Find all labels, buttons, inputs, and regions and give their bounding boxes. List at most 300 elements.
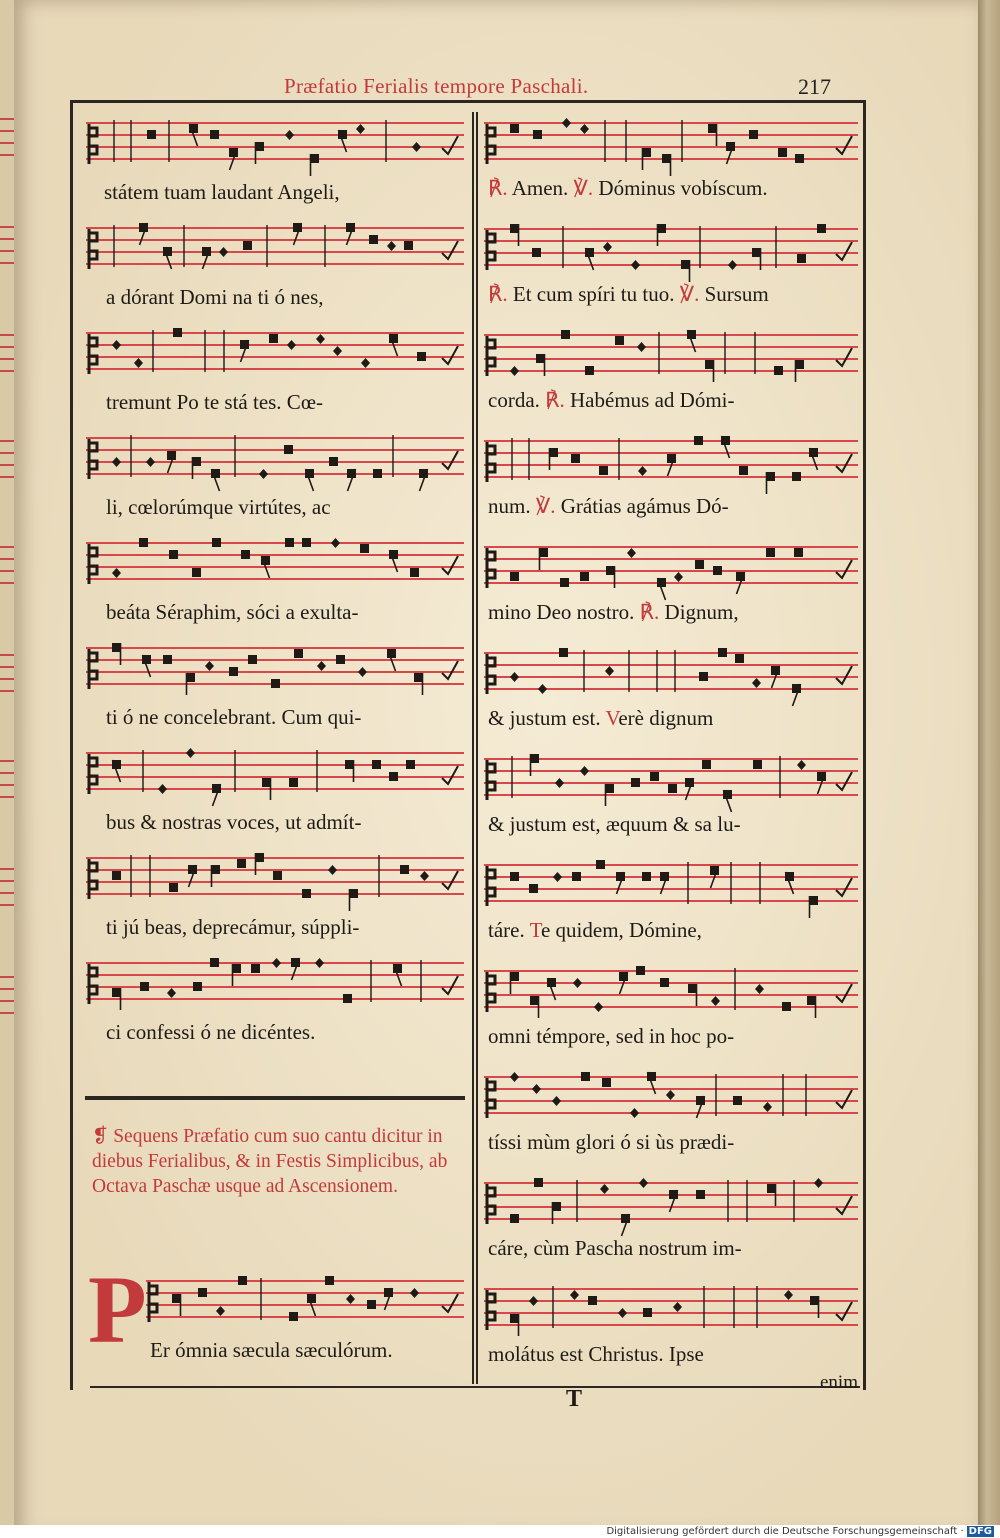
left-staff-7	[86, 748, 464, 798]
left-lyric-line: ti jú beas, deprecámur, súppli-	[106, 915, 360, 939]
c-clef-icon	[89, 649, 97, 689]
c-clef-icon	[487, 336, 495, 376]
square-note	[552, 1202, 561, 1211]
square-note	[248, 655, 257, 664]
square-note	[642, 148, 651, 157]
diamond-note	[562, 118, 571, 128]
square-note	[285, 538, 294, 547]
facing-page-staff-stub	[0, 582, 14, 584]
left-staff-5	[86, 538, 464, 588]
diamond-note	[285, 130, 294, 140]
square-note	[229, 667, 238, 676]
diamond-note	[361, 358, 370, 368]
lyric-segment: táre.	[488, 918, 530, 942]
square-note	[255, 142, 264, 151]
square-note	[713, 566, 722, 575]
facing-page-staff-stub	[0, 1000, 14, 1002]
square-note	[681, 260, 690, 269]
right-lyric-line	[488, 1342, 704, 1367]
neume-notation	[484, 1072, 858, 1132]
right-staff-6	[484, 648, 858, 698]
diamond-note	[333, 346, 342, 356]
square-note	[810, 1296, 819, 1305]
right-lyric-line	[488, 1024, 734, 1049]
square-note	[238, 1276, 247, 1285]
square-note	[255, 853, 264, 862]
diamond-note	[603, 242, 612, 252]
right-staff-3	[484, 330, 858, 380]
square-note	[532, 248, 541, 257]
left-lyric-line: ti ó ne concelebrant. Cum qui-	[106, 705, 362, 729]
right-staff-7	[484, 754, 858, 804]
custos-icon	[836, 1090, 852, 1108]
diamond-note	[570, 1290, 579, 1300]
right-lyric-line	[488, 388, 734, 413]
square-note	[688, 984, 697, 993]
c-clef-icon	[487, 124, 495, 164]
custos-icon	[836, 348, 852, 366]
facing-page-staff-stub	[0, 476, 14, 478]
neume-notation	[86, 118, 464, 178]
lyric-segment: num.	[488, 494, 536, 518]
square-note	[112, 988, 121, 997]
square-note	[192, 568, 201, 577]
diamond-note	[420, 871, 429, 881]
custos-icon	[836, 560, 852, 578]
diamond-note	[630, 1108, 639, 1118]
square-note	[530, 996, 539, 1005]
diamond-note	[627, 548, 636, 558]
c-clef-icon	[89, 964, 97, 1004]
right-lyric-line	[488, 282, 769, 307]
square-note	[529, 884, 538, 893]
square-note	[237, 859, 246, 868]
square-note	[695, 560, 704, 569]
square-note	[210, 130, 219, 139]
right-staff-8	[484, 860, 858, 910]
square-note	[534, 1178, 543, 1187]
neume-notation	[484, 1284, 858, 1344]
square-note	[794, 548, 803, 557]
square-note	[662, 154, 671, 163]
facing-page-staff-stub	[0, 346, 14, 348]
square-note	[807, 996, 816, 1005]
facing-page-staff-stub	[0, 226, 14, 228]
diamond-note	[356, 124, 365, 134]
square-note	[774, 366, 783, 375]
neume-notation	[86, 328, 464, 388]
section-separator-rule	[85, 1096, 465, 1100]
rubric-mark: ℣.	[573, 176, 594, 200]
square-note	[406, 760, 415, 769]
right-staff-4	[484, 436, 858, 486]
diamond-note	[205, 661, 214, 671]
c-clef-icon	[89, 229, 97, 269]
square-note	[329, 457, 338, 466]
custos-icon	[442, 871, 458, 889]
square-note	[643, 1308, 652, 1317]
neume-notation	[484, 330, 858, 390]
square-note	[169, 550, 178, 559]
square-note	[606, 566, 615, 575]
square-note	[536, 354, 545, 363]
square-note	[192, 457, 201, 466]
square-note	[585, 366, 594, 375]
rubric-mark: ℟.	[545, 388, 565, 412]
drop-cap: P	[88, 1256, 147, 1363]
diamond-note	[666, 1090, 675, 1100]
square-note	[289, 1312, 298, 1321]
left-staff-1	[86, 118, 464, 168]
facing-page-staff-stub	[0, 988, 14, 990]
square-note	[657, 224, 666, 233]
right-staff-5	[484, 542, 858, 592]
c-clef-icon	[487, 548, 495, 588]
square-note	[510, 1214, 519, 1223]
c-clef-icon	[487, 1078, 495, 1118]
rubric-mark: T	[529, 918, 541, 942]
lyric-segment: e quidem, Dómine,	[540, 918, 702, 942]
square-note	[269, 334, 278, 343]
c-clef-icon	[487, 442, 495, 482]
square-note	[112, 871, 121, 880]
neume-notation	[484, 860, 858, 920]
square-note	[650, 772, 659, 781]
neume-notation	[484, 966, 858, 1026]
square-note	[530, 754, 539, 763]
lyric-segment: corda.	[488, 388, 546, 412]
frame-right-rule	[863, 100, 866, 1390]
square-note	[404, 241, 413, 250]
rubric-mark: ℟.	[488, 176, 512, 200]
square-note	[417, 352, 426, 361]
right-lyric-line	[488, 918, 702, 943]
left-lyric-line: ci confessi ó ne dicéntes.	[106, 1020, 316, 1044]
diamond-note	[784, 1290, 793, 1300]
catchword: enim	[820, 1372, 858, 1393]
diamond-note	[510, 672, 519, 682]
custos-icon	[836, 136, 852, 154]
right-lyric-line	[488, 812, 741, 837]
neume-notation	[86, 223, 464, 283]
square-note	[766, 548, 775, 557]
square-note	[510, 972, 519, 981]
diamond-note	[216, 1306, 225, 1316]
lyric-segment: molátus est Christus. Ipse	[488, 1342, 704, 1366]
left-lyric-line: bus & nostras voces, ut admít-	[106, 810, 362, 834]
diamond-note	[315, 958, 324, 968]
square-note	[809, 896, 818, 905]
square-note	[251, 964, 260, 973]
facing-page-staff-stub	[0, 130, 14, 132]
rubric-mark: V	[605, 706, 619, 730]
square-note	[696, 1190, 705, 1199]
right-staff-2	[484, 224, 858, 274]
diamond-note	[580, 766, 589, 776]
rubric-mark: ℟.	[639, 600, 660, 624]
square-note	[767, 1184, 776, 1193]
diamond-note	[259, 469, 268, 479]
custos-icon	[442, 976, 458, 994]
facing-page-staff-stub	[0, 262, 14, 264]
lyric-segment: Dóminus vobíscum.	[593, 176, 768, 200]
diamond-note	[532, 1084, 541, 1094]
digitization-credit	[606, 1526, 994, 1537]
rubric-mark: ℣.	[535, 494, 556, 518]
lyric-segment: tíssi mùm glori ó si ùs prædi-	[488, 1130, 735, 1154]
square-note	[699, 672, 708, 681]
square-note	[718, 648, 727, 657]
diamond-note	[600, 1184, 609, 1194]
c-clef-icon	[89, 754, 97, 794]
square-note	[302, 538, 311, 547]
diamond-note	[510, 1072, 519, 1082]
c-clef-icon	[487, 866, 495, 906]
square-note	[262, 778, 271, 787]
custos-icon	[836, 772, 852, 790]
square-note	[273, 871, 282, 880]
diamond-note	[538, 684, 547, 694]
left-lyric-line: li, cœlorúmque virtútes, ac	[106, 495, 331, 519]
facing-page-staff-stub	[0, 154, 14, 156]
square-note	[739, 466, 748, 475]
custos-icon	[836, 666, 852, 684]
diamond-note	[529, 1296, 538, 1306]
header-title: Præfatio Ferialis tempore Paschali.	[284, 74, 589, 98]
facing-page-staff-stub	[0, 892, 14, 894]
neume-notation	[484, 648, 858, 708]
square-note	[389, 772, 398, 781]
square-note	[778, 148, 787, 157]
left-staff-8	[86, 853, 464, 903]
diamond-note	[711, 996, 720, 1006]
neume-notation	[86, 748, 464, 808]
square-note	[349, 889, 358, 898]
right-lyric-line	[488, 600, 739, 625]
square-note	[372, 760, 381, 769]
square-note	[510, 1314, 519, 1323]
square-note	[241, 550, 250, 559]
c-clef-icon	[149, 1282, 157, 1322]
square-note	[336, 655, 345, 664]
custos-icon	[442, 766, 458, 784]
square-note	[211, 865, 220, 874]
square-note	[169, 883, 178, 892]
square-note	[173, 328, 182, 337]
custos-icon	[836, 1196, 852, 1214]
facing-page-staff-stub	[0, 570, 14, 572]
lyric-segment: cáre, cùm Pascha nostrum im-	[488, 1236, 742, 1260]
facing-page-staff-stub	[0, 464, 14, 466]
diamond-note	[146, 457, 155, 467]
neume-notation	[484, 542, 858, 602]
square-note	[343, 994, 352, 1003]
neume-notation	[146, 1276, 464, 1336]
square-note	[795, 360, 804, 369]
lyric-segment: Et cum spíri tu tuo.	[507, 282, 680, 306]
facing-page-staff-stub	[0, 868, 14, 870]
neume-notation	[484, 1178, 858, 1238]
square-note	[817, 224, 826, 233]
left-staff-10	[146, 1276, 464, 1326]
square-note	[510, 872, 519, 881]
custos-icon	[836, 1302, 852, 1320]
square-note	[289, 778, 298, 787]
square-note	[212, 538, 221, 547]
square-note	[705, 360, 714, 369]
diamond-note	[112, 568, 121, 578]
square-note	[636, 966, 645, 975]
diamond-note	[594, 1002, 603, 1012]
diamond-note	[112, 457, 121, 467]
diamond-note	[331, 538, 340, 548]
diamond-note	[412, 142, 421, 152]
square-note	[782, 1002, 791, 1011]
lyric-segment: Habémus ad Dómi-	[564, 388, 735, 412]
custos-icon	[442, 1294, 458, 1312]
square-note	[294, 649, 303, 658]
facing-page-staff-stub	[0, 250, 14, 252]
diamond-note	[272, 958, 281, 968]
facing-page-staff-stub	[0, 558, 14, 560]
facing-page-staff-stub	[0, 440, 14, 442]
c-clef-icon	[89, 544, 97, 584]
square-note	[163, 655, 172, 664]
facing-page-staff-stub	[0, 334, 14, 336]
facing-page-staff-stub	[0, 118, 14, 120]
facing-page-staff-stub	[0, 880, 14, 882]
diamond-note	[387, 241, 396, 251]
lyric-segment: omni témpore, sed in hoc po-	[488, 1024, 735, 1048]
square-note	[559, 648, 568, 657]
square-note	[310, 154, 319, 163]
square-note	[210, 958, 219, 967]
diamond-note	[317, 661, 326, 671]
lyric-segment: Dignum,	[659, 600, 739, 624]
square-note	[599, 466, 608, 475]
square-note	[172, 1294, 181, 1303]
facing-page-staff-stub	[0, 238, 14, 240]
neume-notation	[86, 643, 464, 703]
square-note	[414, 673, 423, 682]
square-note	[749, 130, 758, 139]
facing-page-staff-stub	[0, 452, 14, 454]
neume-notation	[86, 853, 464, 913]
square-note	[325, 1276, 334, 1285]
c-clef-icon	[487, 1290, 495, 1330]
diamond-note	[186, 748, 195, 758]
diamond-note	[158, 784, 167, 794]
neume-notation	[86, 958, 464, 1018]
left-lyric-line: tremunt Po te stá tes. Cœ-	[106, 390, 323, 414]
custos-icon	[442, 556, 458, 574]
square-note	[708, 124, 717, 133]
right-staff-1	[484, 118, 858, 168]
square-note	[660, 978, 669, 987]
page-fore-edge	[978, 0, 1000, 1538]
frame-top-rule	[70, 100, 866, 103]
square-note	[302, 889, 311, 898]
frame-left-rule	[70, 100, 73, 1390]
square-note	[588, 1296, 597, 1305]
square-note	[561, 330, 570, 339]
c-clef-icon	[89, 859, 97, 899]
c-clef-icon	[487, 230, 495, 270]
square-note	[596, 860, 605, 869]
diamond-note	[410, 1288, 419, 1298]
right-staff-12	[484, 1284, 858, 1334]
square-note	[139, 538, 148, 547]
diamond-note	[555, 778, 564, 788]
facing-page-staff-stub	[0, 760, 14, 762]
left-lyric-line: státem tuam laudant Angeli,	[104, 180, 340, 204]
diamond-note	[112, 340, 121, 350]
custos-icon	[442, 241, 458, 259]
neume-notation	[484, 754, 858, 814]
square-note	[733, 1096, 742, 1105]
right-staff-11	[484, 1178, 858, 1228]
diamond-note	[510, 366, 519, 376]
custos-icon	[836, 878, 852, 896]
facing-page-staff-stub	[0, 904, 14, 906]
diamond-note	[552, 1096, 561, 1106]
custos-icon	[442, 346, 458, 364]
diamond-note	[674, 572, 683, 582]
diamond-note	[553, 872, 562, 882]
diamond-note	[631, 260, 640, 270]
c-clef-icon	[89, 334, 97, 374]
diamond-note	[134, 358, 143, 368]
square-note	[602, 1078, 611, 1087]
diamond-note	[219, 247, 228, 257]
left-lyric-line: a dórant Domi na ti ó nes,	[106, 285, 324, 309]
c-clef-icon	[487, 654, 495, 694]
lyric-segment: & justum est, æquum & sa lu-	[488, 812, 741, 836]
diamond-note	[316, 334, 325, 344]
square-note	[795, 154, 804, 163]
signature-mark: T	[566, 1386, 583, 1412]
square-note	[510, 572, 519, 581]
neume-notation	[86, 433, 464, 493]
right-staff-10	[484, 1072, 858, 1122]
page-number: 217	[798, 74, 831, 99]
square-note	[642, 872, 651, 881]
square-note	[797, 254, 806, 263]
diamond-note	[638, 466, 647, 476]
square-note	[560, 578, 569, 587]
facing-page-staff-stub	[0, 358, 14, 360]
square-note	[232, 964, 241, 973]
lyric-segment: Sursum	[699, 282, 769, 306]
rubric-mark: ℟.	[488, 282, 508, 306]
square-note	[539, 548, 548, 557]
diamond-note	[618, 1308, 627, 1318]
rubric-instruction: ❡ Sequens Præfatio cum suo cantu dicitur in diebus Ferialibus, & in Festis Simplicibus, ab Octava Paschæ usque ad Ascensionem.	[92, 1126, 448, 1197]
square-note	[345, 760, 354, 769]
diamond-note	[580, 124, 589, 134]
diamond-note	[605, 666, 614, 676]
square-note	[752, 248, 761, 257]
square-note	[373, 469, 382, 478]
facing-page-staff-stub	[0, 1012, 14, 1014]
square-note	[198, 1288, 207, 1297]
square-note	[753, 760, 762, 769]
square-note	[367, 1300, 376, 1309]
right-lyric-line	[488, 1130, 734, 1155]
right-lyric-line	[488, 706, 713, 731]
rubric-mark: ℣.	[679, 282, 700, 306]
neume-notation	[484, 118, 858, 178]
